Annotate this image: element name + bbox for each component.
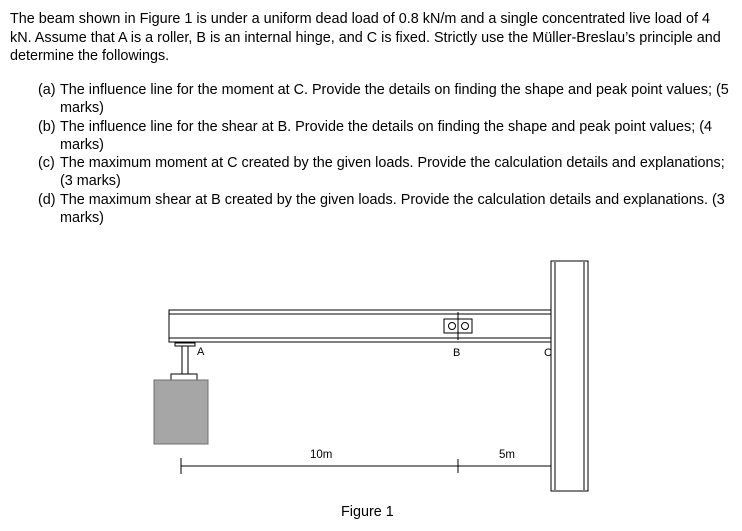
part-tag: (d) [38, 191, 56, 208]
part-text: The influence line for the moment at C. Provide the details on finding the shape and peak point values; (5 marks) [60, 82, 729, 117]
roller-support-a [154, 343, 208, 444]
part-text: The maximum moment at C created by the given loads. Provide the calculation details and explanations; (3 marks) [60, 155, 725, 190]
part-tag: (b) [38, 118, 56, 135]
label-a: A [197, 346, 205, 358]
figure-caption: Figure 1 [341, 504, 394, 520]
label-c: C [544, 347, 552, 359]
label-b: B [453, 347, 461, 359]
dimension-line [181, 458, 551, 474]
dimension-label-5m: 5m [499, 449, 515, 461]
part-tag: (c) [38, 155, 55, 172]
part-text: The maximum shear at B created by the given loads. Provide the calculation details and explanations. (3 marks) [60, 191, 725, 227]
dimension-label-10m: 10m [310, 449, 333, 461]
part-text: The influence line for the shear at B. Provide the details on finding the shape and peak point values; (4 marks) [60, 118, 712, 153]
part-tag: (a) [38, 82, 56, 98]
fixed-column [551, 261, 588, 491]
problem-statement: The beam shown in Figure 1 is under a uniform dead load of 0.8 kN/m and a single concentrated live load of 4 kN. Assume that A is a roller, B is an internal hinge, and C is fixed. Strictly use the Müller-Breslau’s principle and determine the followings. [10, 11, 721, 64]
beam [169, 310, 551, 342]
